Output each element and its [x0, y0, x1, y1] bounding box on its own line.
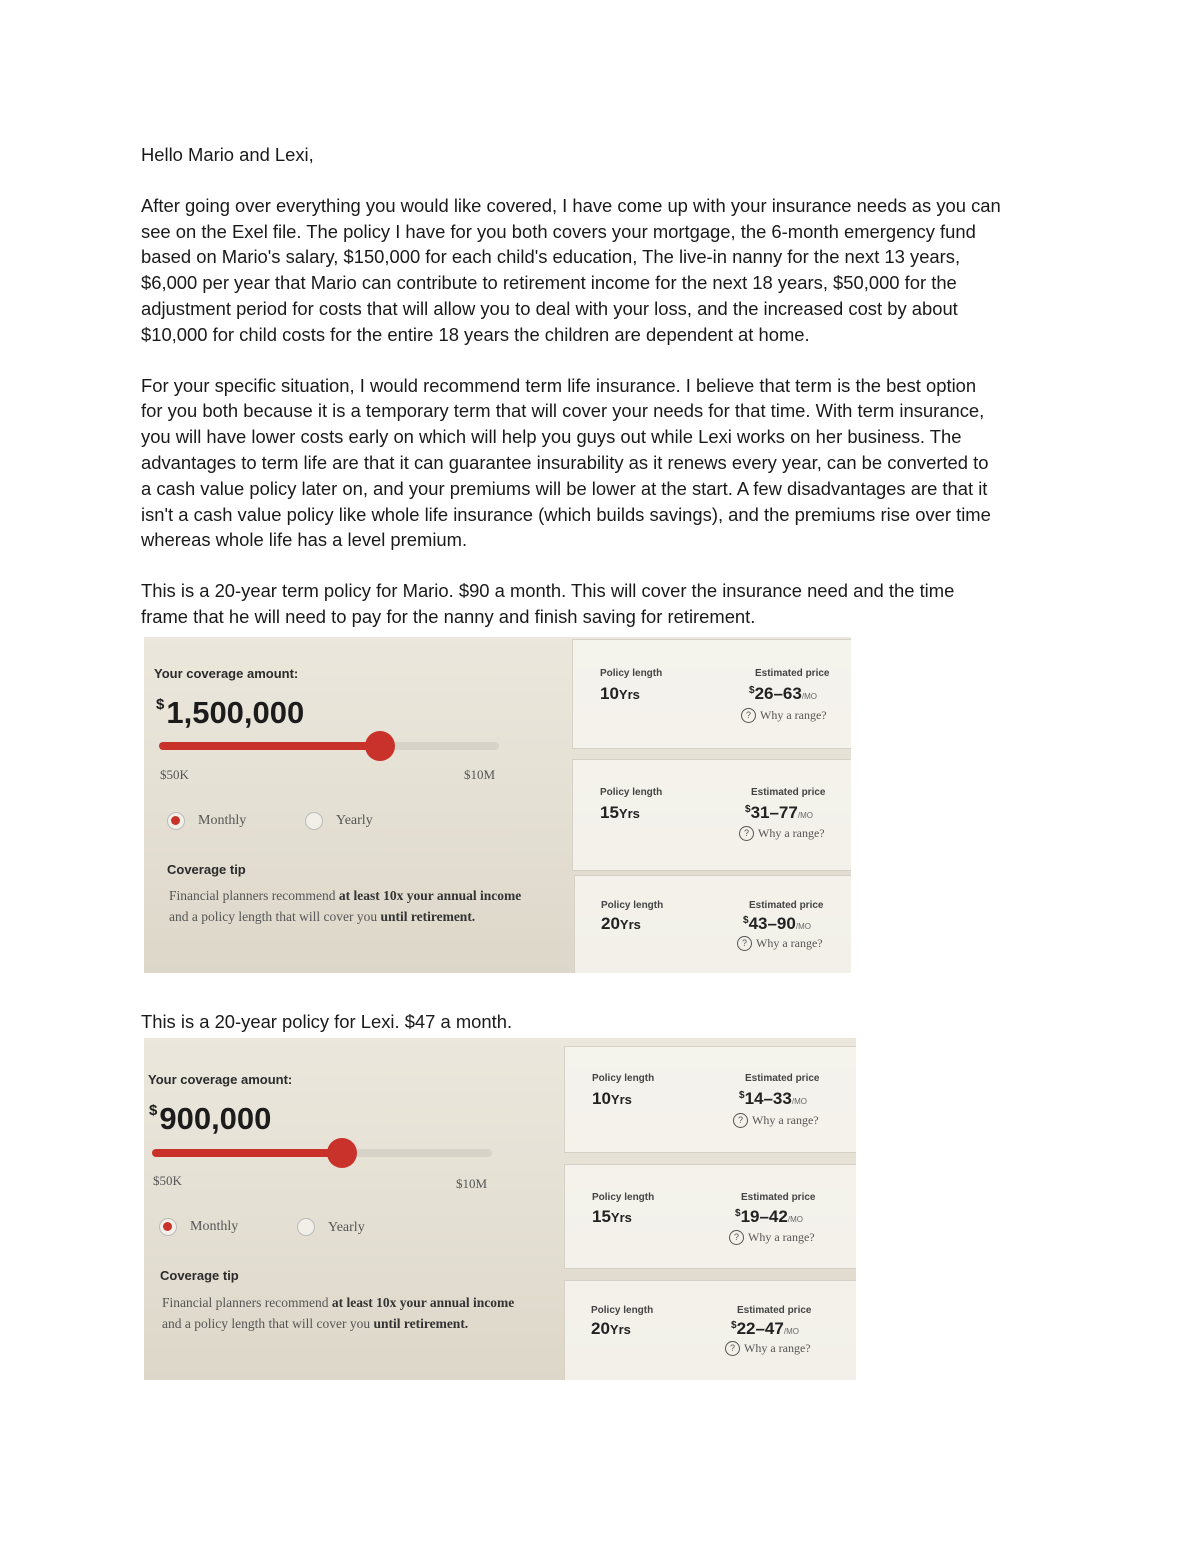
tip-text-part: and a policy length that will cover you: [169, 909, 381, 924]
why-range-text: Why a range?: [752, 1113, 819, 1127]
yearly-radio[interactable]: [297, 1218, 315, 1236]
years: 15: [600, 803, 619, 822]
coverage-amount-value: 1,500,000: [166, 695, 305, 730]
years: 10: [592, 1089, 611, 1108]
price-period: /MO: [791, 1097, 807, 1106]
mario-quote-screenshot: [144, 637, 851, 973]
currency-symbol: $: [731, 1320, 737, 1331]
tip-emphasis: until retirement.: [380, 909, 476, 924]
text-line: a cash value policy later on, and your premiums will be lower at the start. A few disadvantages are that it: [141, 477, 988, 499]
text-line: This is a 20-year term policy for Mario. $90 a month. This will cover the insurance need and the time: [141, 580, 955, 602]
why-range-text: Why a range?: [760, 708, 827, 722]
estimated-price-label: Estimated price: [755, 668, 830, 679]
policy-length-value: [591, 1319, 631, 1339]
why-range-link[interactable]: [739, 826, 825, 841]
coverage-amount-value: 900,000: [159, 1101, 272, 1136]
currency-symbol: $: [156, 696, 165, 713]
paragraph-lexi-policy: This is a 20-year policy for Lexi. $47 a month.: [141, 1011, 513, 1032]
policy-length-label: Policy length: [592, 1192, 655, 1203]
policy-length-label: Policy length: [600, 787, 663, 798]
years-unit: Yrs: [618, 806, 640, 821]
tip-text-part: Financial planners recommend: [162, 1295, 332, 1310]
estimated-price-label: Estimated price: [749, 900, 824, 911]
policy-option-15yr[interactable]: [564, 1164, 856, 1269]
text-line: $10,000 for child costs for the entire 18 years the children are dependent at home.: [141, 323, 810, 345]
why-range-text: Why a range?: [744, 1341, 811, 1355]
coverage-tip-text: [169, 885, 529, 927]
currency-symbol: $: [745, 804, 751, 815]
letter-body: [141, 142, 1071, 630]
estimated-price-label: Estimated price: [741, 1192, 816, 1203]
text-line: advantages to term life are that it can guarantee insurability as it renews every year, can be converted to: [141, 451, 989, 473]
policy-length-value: [600, 684, 640, 704]
slider-min-label: $50K: [153, 1173, 182, 1188]
price-range: 31–77: [750, 803, 798, 822]
estimated-price-value: [739, 1089, 807, 1109]
policy-length-value: [601, 914, 641, 934]
why-range-link[interactable]: [725, 1341, 811, 1356]
price-range: 26–63: [754, 684, 802, 703]
greeting: Hello Mario and Lexi,: [141, 144, 314, 165]
text-line: see on the Exel file. The policy I have for you both covers your mortgage, the 6-month emergency fund: [141, 220, 976, 242]
estimated-price-value: [743, 914, 811, 934]
slider-handle[interactable]: [365, 731, 395, 761]
tip-text-part: and a policy length that will cover you: [162, 1316, 374, 1331]
tip-emphasis: until retirement.: [373, 1316, 469, 1331]
policy-length-label: Policy length: [591, 1305, 654, 1316]
why-range-link[interactable]: [733, 1113, 819, 1128]
tip-emphasis: at least 10x your annual income: [338, 888, 522, 903]
yearly-label: Yearly: [328, 1220, 365, 1235]
text-line: isn't a cash value policy like whole life insurance (which builds savings), and the premiums rise over time: [141, 503, 991, 525]
coverage-slider[interactable]: [152, 1149, 492, 1157]
slider-handle[interactable]: [327, 1138, 357, 1168]
policy-length-label: Policy length: [592, 1073, 655, 1084]
coverage-label: Your coverage amount:: [148, 1072, 293, 1087]
currency-symbol: $: [743, 915, 749, 926]
slider-min-label: $50K: [160, 767, 189, 782]
text-line: After going over everything you would like covered, I have come up with your insurance needs as you can: [141, 194, 1001, 216]
price-period: /MO: [795, 922, 811, 931]
slider-fill: [152, 1149, 342, 1157]
policy-length-label: Policy length: [601, 900, 664, 911]
tip-text-part: Financial planners recommend: [169, 888, 339, 903]
why-range-link[interactable]: [737, 936, 823, 951]
tip-emphasis: at least 10x your annual income: [331, 1295, 515, 1310]
price-range: 22–47: [736, 1319, 784, 1338]
price-range: 19–42: [740, 1207, 788, 1226]
yearly-label: Yearly: [336, 813, 373, 828]
policy-length-value: [592, 1089, 632, 1109]
text-line: whereas whole life has a level premium.: [141, 529, 468, 551]
question-icon: ?: [739, 826, 754, 841]
question-icon: ?: [729, 1230, 744, 1245]
policy-option-10yr[interactable]: [572, 639, 851, 749]
price-period: /MO: [787, 1215, 803, 1224]
estimated-price-label: Estimated price: [737, 1305, 812, 1316]
price-range: 14–33: [744, 1089, 792, 1108]
why-range-text: Why a range?: [758, 826, 825, 840]
price-range: 43–90: [748, 914, 796, 933]
question-icon: ?: [741, 708, 756, 723]
years-unit: Yrs: [619, 917, 641, 932]
price-period: /MO: [801, 692, 817, 701]
coverage-tip-title: Coverage tip: [167, 862, 246, 877]
policy-option-20yr[interactable]: [564, 1280, 856, 1380]
coverage-slider[interactable]: [159, 742, 499, 750]
monthly-label: Monthly: [198, 813, 247, 828]
estimated-price-value: [731, 1319, 799, 1339]
text-line: you will have lower costs early on which will help you guys out while Lexi works on her business. The: [141, 426, 962, 448]
years-unit: Yrs: [618, 687, 640, 702]
monthly-radio[interactable]: [159, 1218, 177, 1236]
policy-option-10yr[interactable]: [564, 1046, 856, 1153]
policy-option-15yr[interactable]: [572, 759, 851, 871]
estimated-price-label: Estimated price: [745, 1073, 820, 1084]
why-range-link[interactable]: [741, 708, 827, 723]
estimated-price-value: [745, 803, 813, 823]
text-line: adjustment period for costs that will allow you to deal with your loss, and the increased cost by about: [141, 297, 958, 319]
text-line: based on Mario's salary, $150,000 for each child's education, The live-in nanny for the next 13 years,: [141, 246, 961, 268]
years: 10: [600, 684, 619, 703]
currency-symbol: $: [735, 1208, 741, 1219]
paragraph-mario-policy: [141, 578, 1071, 630]
monthly-label: Monthly: [190, 1219, 239, 1234]
coverage-label: Your coverage amount:: [154, 666, 299, 681]
slider-fill: [159, 742, 380, 750]
text-line: For your specific situation, I would recommend term life insurance. I believe that term is the best option: [141, 374, 977, 396]
why-range-link[interactable]: [729, 1230, 815, 1245]
coverage-tip-title: Coverage tip: [160, 1268, 239, 1283]
slider-max-label: $10M: [456, 1176, 488, 1191]
currency-symbol: $: [749, 685, 755, 696]
text-line: frame that he will need to pay for the nanny and finish saving for retirement.: [141, 605, 756, 627]
years-unit: Yrs: [609, 1322, 631, 1337]
coverage-tip-text: [162, 1292, 522, 1334]
why-range-text: Why a range?: [748, 1230, 815, 1244]
price-period: /MO: [783, 1327, 799, 1336]
years-unit: Yrs: [610, 1210, 632, 1225]
yearly-radio[interactable]: [305, 812, 323, 830]
policy-length-value: [600, 803, 640, 823]
slider-max-label: $10M: [464, 767, 496, 782]
estimated-price-label: Estimated price: [751, 787, 826, 798]
policy-length-value: [592, 1207, 632, 1227]
text-line: for you both because it is a temporary term that will cover your needs for that time. With term insurance,: [141, 400, 985, 422]
policy-length-label: Policy length: [600, 668, 663, 679]
years: 20: [601, 914, 620, 933]
lexi-quote-screenshot: [144, 1038, 856, 1380]
price-period: /MO: [797, 811, 813, 820]
text-line: $6,000 per year that Mario can contribute to retirement income for the next 18 years, $50,000 for the: [141, 272, 957, 294]
paragraph-needs: [141, 193, 1071, 348]
currency-symbol: $: [739, 1090, 745, 1101]
question-icon: ?: [733, 1113, 748, 1128]
why-range-text: Why a range?: [756, 936, 823, 950]
coverage-amount: [149, 1101, 271, 1137]
policy-option-20yr[interactable]: [574, 875, 851, 973]
years: 15: [592, 1207, 611, 1226]
monthly-radio[interactable]: [167, 812, 185, 830]
currency-symbol: $: [149, 1102, 158, 1119]
coverage-amount: [156, 695, 304, 731]
question-icon: ?: [725, 1341, 740, 1356]
paragraph-recommendation: [141, 373, 1071, 554]
question-icon: ?: [737, 936, 752, 951]
years-unit: Yrs: [610, 1092, 632, 1107]
estimated-price-value: [749, 684, 817, 704]
estimated-price-value: [735, 1207, 803, 1227]
years: 20: [591, 1319, 610, 1338]
